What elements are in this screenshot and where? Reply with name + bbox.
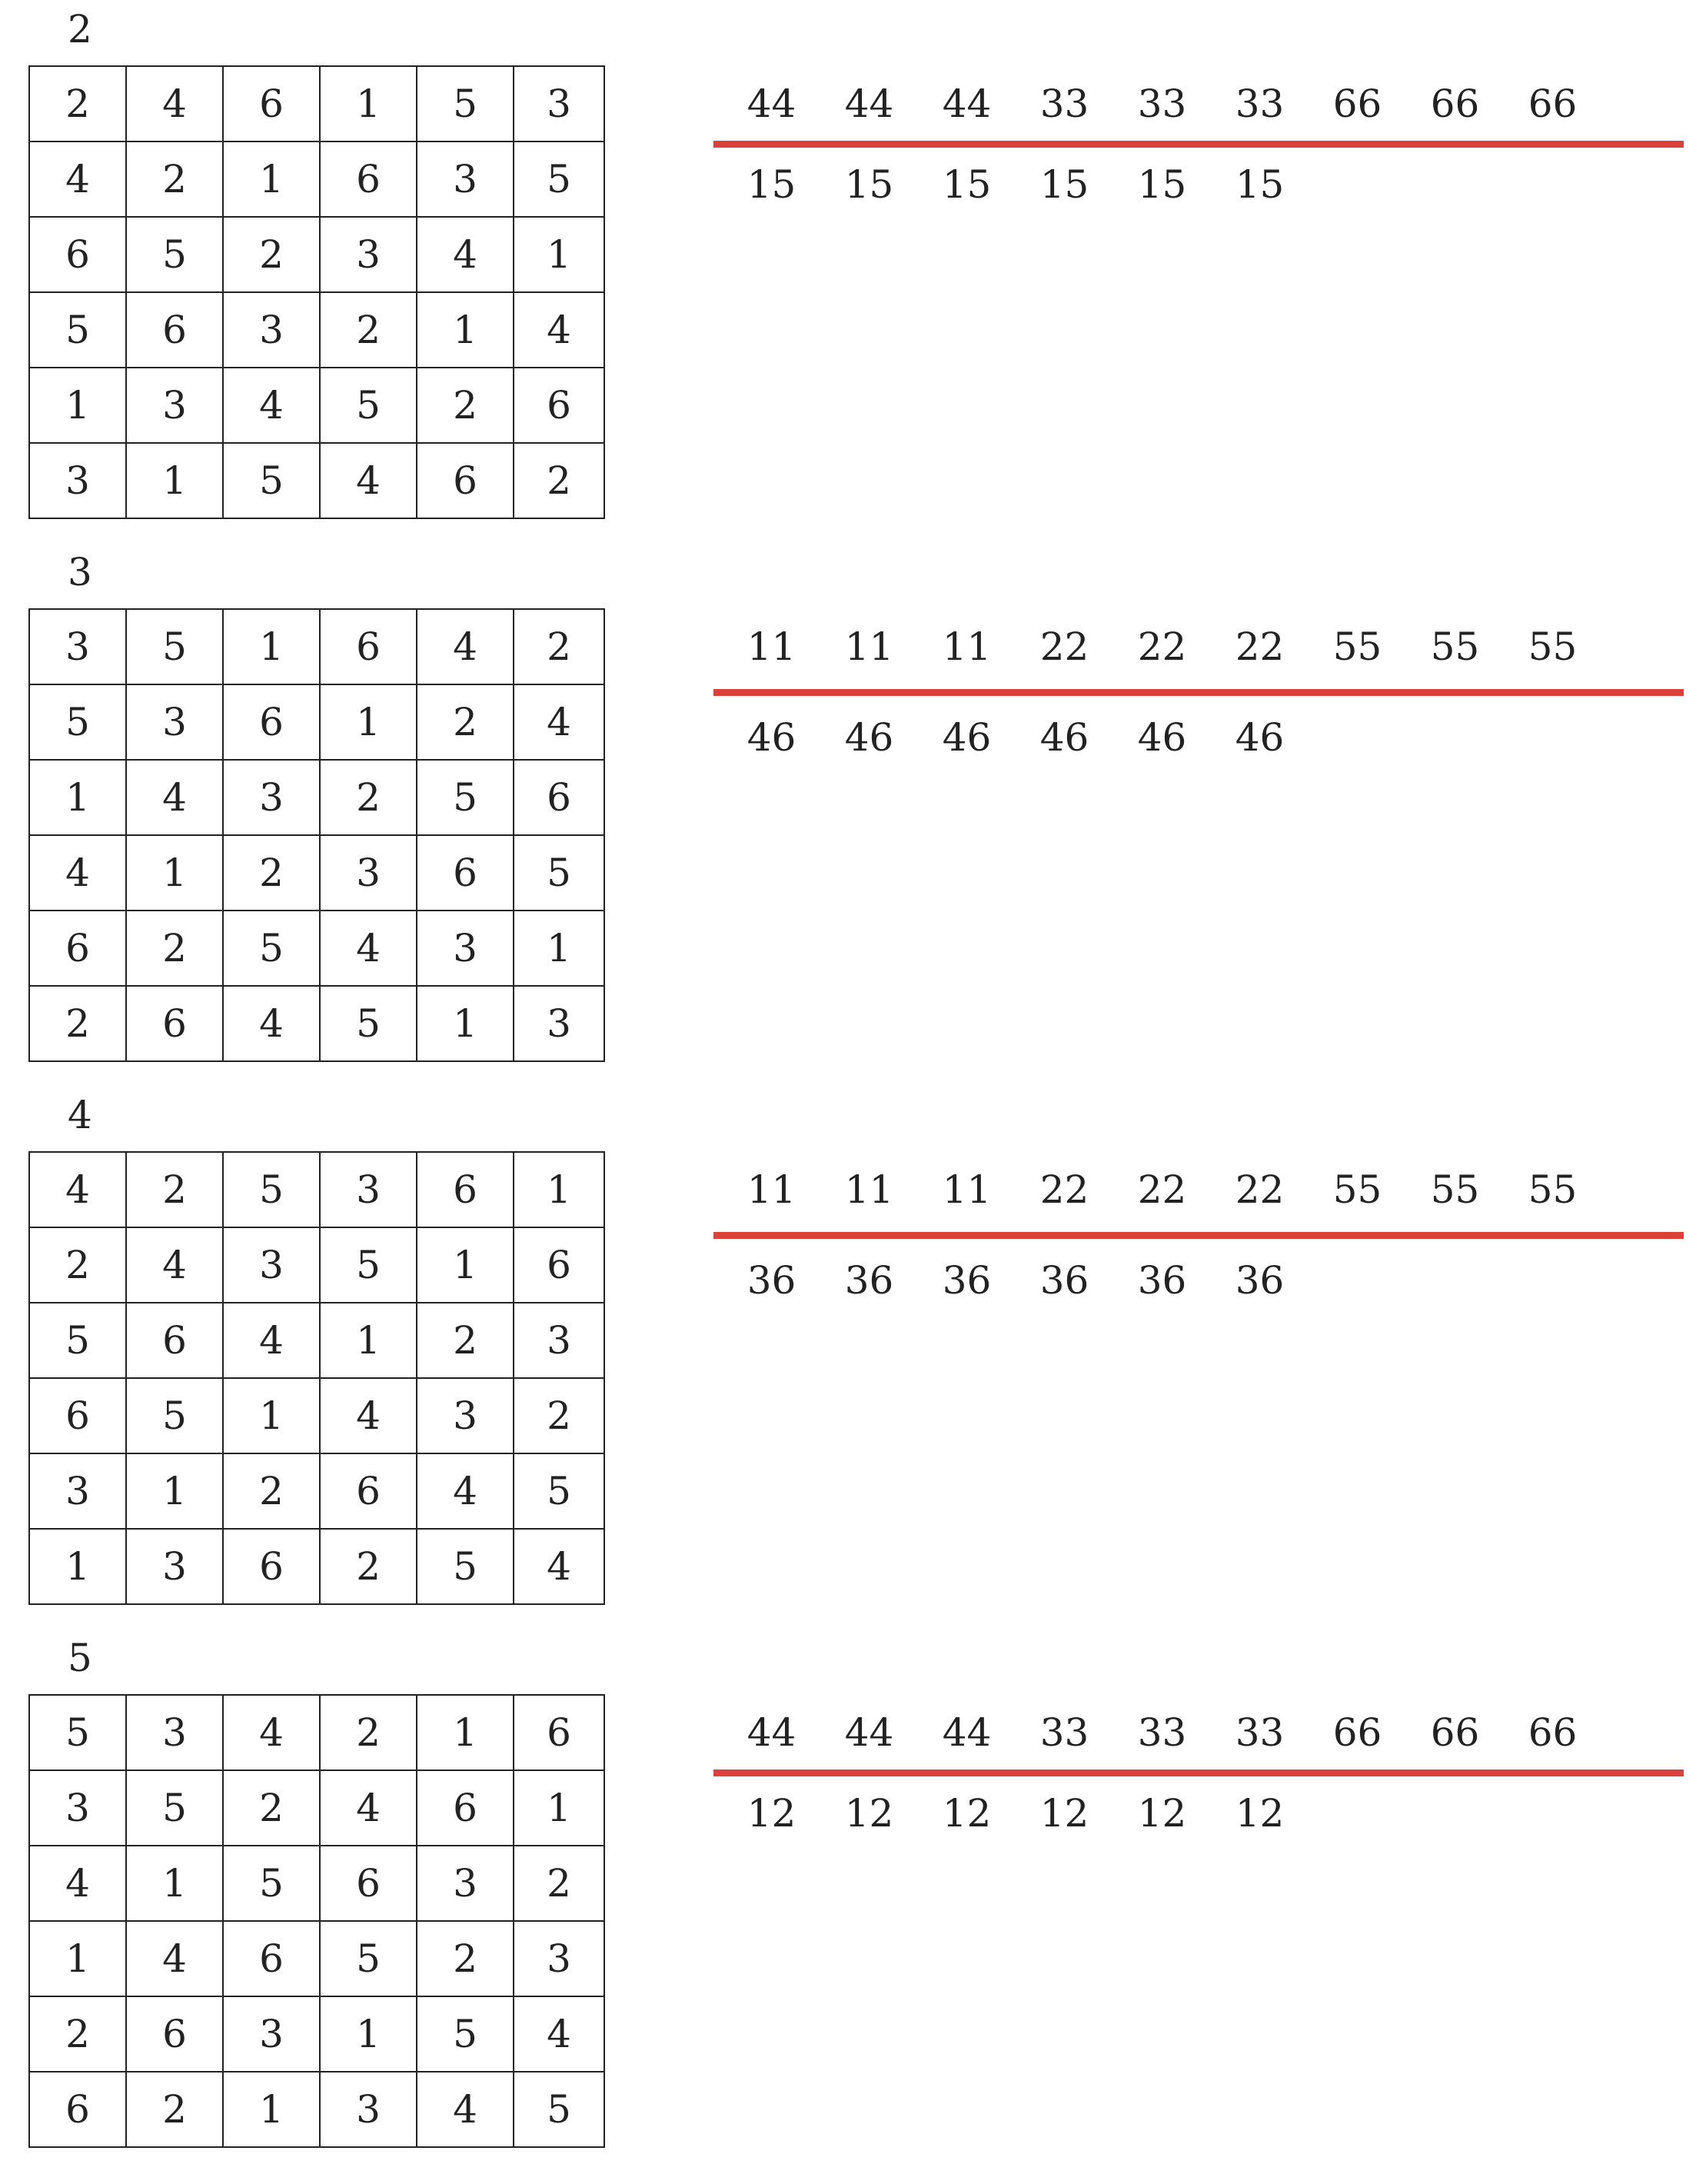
grid-cell: 1 [417, 1695, 514, 1770]
grid-cell: 5 [29, 1303, 126, 1378]
top-number: 22 [1235, 1167, 1285, 1212]
number-grid [28, 1694, 605, 2148]
grid-cell: 3 [223, 760, 320, 835]
grid-cell: 2 [417, 684, 514, 760]
grid-cell: 5 [320, 368, 417, 443]
grid-cell: 5 [29, 684, 126, 760]
grid-cell: 4 [223, 1695, 320, 1770]
grid-cell: 2 [514, 1378, 604, 1453]
grid-cell: 5 [320, 1227, 417, 1303]
top-number: 11 [844, 1167, 894, 1212]
top-number: 44 [942, 82, 992, 126]
top-number: 44 [747, 82, 796, 126]
grid-cell: 5 [417, 1996, 514, 2072]
grid-cell: 5 [29, 292, 126, 368]
block-label: 3 [68, 550, 92, 594]
grid-cell: 1 [320, 1996, 417, 2072]
grid-cell: 6 [126, 1996, 223, 2072]
bottom-number: 15 [1235, 162, 1285, 207]
grid-cell: 1 [417, 986, 514, 1061]
grid-row [29, 1529, 604, 1604]
grid-cell: 4 [320, 1770, 417, 1846]
grid-cell: 6 [514, 368, 604, 443]
puzzle-block [0, 0, 1706, 543]
top-number: 66 [1430, 1710, 1480, 1755]
top-number: 22 [1137, 1167, 1187, 1212]
grid-cell: 1 [514, 1152, 604, 1227]
grid-cell: 1 [320, 66, 417, 141]
grid-cell: 6 [29, 911, 126, 986]
grid-row [29, 1378, 604, 1453]
grid-cell: 4 [29, 141, 126, 217]
bottom-number: 12 [942, 1791, 992, 1836]
grid-row [29, 1846, 604, 1921]
grid-cell: 5 [417, 760, 514, 835]
grid-row [29, 684, 604, 760]
top-number: 11 [844, 624, 894, 669]
grid-cell: 6 [514, 1227, 604, 1303]
grid-cell: 6 [417, 1770, 514, 1846]
top-number-row [723, 77, 1601, 131]
grid-cell: 5 [223, 1846, 320, 1921]
grid-cell: 2 [223, 835, 320, 911]
grid-cell: 3 [126, 684, 223, 760]
bottom-number: 15 [1039, 162, 1089, 207]
grid-cell: 6 [223, 684, 320, 760]
puzzle-block [0, 543, 1706, 1086]
bottom-number: 46 [844, 715, 894, 760]
grid-cell: 4 [29, 835, 126, 911]
top-number: 55 [1332, 624, 1382, 669]
bottom-number: 15 [1137, 162, 1187, 207]
bottom-number: 12 [844, 1791, 894, 1836]
top-number: 66 [1528, 82, 1578, 126]
top-number: 66 [1528, 1710, 1578, 1755]
grid-row [29, 1152, 604, 1227]
grid-row [29, 1227, 604, 1303]
grid-row [29, 217, 604, 292]
grid-cell: 3 [223, 1996, 320, 2072]
grid-cell: 2 [320, 1695, 417, 1770]
grid-cell: 4 [320, 1378, 417, 1453]
grid-cell: 2 [417, 1303, 514, 1378]
grid-cell: 3 [126, 1695, 223, 1770]
grid-cell: 3 [126, 1529, 223, 1604]
grid-row [29, 443, 604, 518]
grid-cell: 2 [514, 443, 604, 518]
top-number: 22 [1039, 624, 1089, 669]
grid-cell: 6 [126, 1303, 223, 1378]
grid-cell: 6 [126, 986, 223, 1061]
grid-cell: 6 [29, 217, 126, 292]
grid-row [29, 760, 604, 835]
grid-cell: 4 [29, 1152, 126, 1227]
grid-cell: 4 [126, 1227, 223, 1303]
grid-cell: 2 [126, 1152, 223, 1227]
grid-row [29, 292, 604, 368]
grid-cell: 4 [126, 1921, 223, 1996]
block-label: 2 [68, 7, 92, 52]
grid-cell: 4 [223, 986, 320, 1061]
top-number: 44 [844, 82, 894, 126]
number-grid [28, 1151, 605, 1605]
grid-cell: 5 [223, 1152, 320, 1227]
grid-row [29, 1996, 604, 2072]
grid-cell: 3 [29, 443, 126, 518]
grid-row [29, 1303, 604, 1378]
grid-cell: 5 [126, 1770, 223, 1846]
grid-cell: 3 [223, 292, 320, 368]
grid-cell: 5 [126, 609, 223, 684]
grid-cell: 5 [514, 2072, 604, 2147]
bottom-number: 12 [1039, 1791, 1089, 1836]
grid-cell: 1 [29, 368, 126, 443]
bottom-number: 15 [844, 162, 894, 207]
grid-cell: 1 [514, 217, 604, 292]
grid-row [29, 368, 604, 443]
bottom-number: 15 [942, 162, 992, 207]
grid-cell: 4 [223, 1303, 320, 1378]
top-number: 55 [1332, 1167, 1382, 1212]
bottom-number: 36 [1137, 1258, 1187, 1303]
grid-cell: 2 [417, 368, 514, 443]
red-divider-line [713, 141, 1684, 148]
grid-cell: 6 [223, 1529, 320, 1604]
grid-row [29, 1695, 604, 1770]
grid-cell: 3 [417, 141, 514, 217]
bottom-number: 12 [1235, 1791, 1285, 1836]
red-divider-line [713, 689, 1684, 696]
grid-row [29, 141, 604, 217]
grid-cell: 3 [514, 986, 604, 1061]
block-label: 4 [68, 1093, 92, 1137]
top-number: 55 [1528, 1167, 1578, 1212]
grid-cell: 2 [417, 1921, 514, 1996]
bottom-number: 46 [747, 715, 796, 760]
grid-cell: 3 [417, 911, 514, 986]
grid-cell: 3 [417, 1378, 514, 1453]
grid-cell: 2 [223, 1770, 320, 1846]
grid-cell: 4 [514, 1529, 604, 1604]
grid-cell: 4 [126, 66, 223, 141]
top-number: 33 [1235, 1710, 1285, 1755]
grid-cell: 2 [126, 911, 223, 986]
grid-cell: 3 [320, 835, 417, 911]
grid-cell: 6 [126, 292, 223, 368]
bottom-number: 46 [1137, 715, 1187, 760]
grid-cell: 5 [514, 835, 604, 911]
grid-cell: 5 [417, 1529, 514, 1604]
top-number: 22 [1039, 1167, 1089, 1212]
grid-cell: 6 [223, 1921, 320, 1996]
bottom-number: 12 [1137, 1791, 1187, 1836]
grid-cell: 4 [417, 609, 514, 684]
grid-cell: 1 [417, 292, 514, 368]
grid-cell: 6 [320, 1453, 417, 1529]
grid-cell: 3 [514, 1921, 604, 1996]
grid-cell: 6 [223, 66, 320, 141]
grid-cell: 6 [514, 1695, 604, 1770]
bottom-number-row [723, 158, 1309, 211]
grid-row [29, 911, 604, 986]
grid-cell: 3 [320, 217, 417, 292]
top-number: 44 [942, 1710, 992, 1755]
number-grid [28, 608, 605, 1062]
grid-row [29, 1770, 604, 1846]
bottom-number: 46 [942, 715, 992, 760]
top-number: 66 [1430, 82, 1480, 126]
grid-cell: 2 [29, 66, 126, 141]
grid-cell: 4 [514, 684, 604, 760]
top-number: 11 [942, 624, 992, 669]
grid-cell: 3 [29, 1770, 126, 1846]
top-number: 66 [1332, 82, 1382, 126]
bottom-number: 36 [844, 1258, 894, 1303]
grid-cell: 1 [320, 1303, 417, 1378]
grid-cell: 1 [514, 911, 604, 986]
grid-cell: 1 [126, 1453, 223, 1529]
grid-cell: 4 [29, 1846, 126, 1921]
grid-cell: 4 [126, 760, 223, 835]
grid-cell: 3 [29, 609, 126, 684]
grid-cell: 2 [29, 1996, 126, 2072]
grid-cell: 3 [320, 1152, 417, 1227]
block-label: 5 [68, 1636, 92, 1680]
grid-cell: 1 [126, 835, 223, 911]
grid-row [29, 835, 604, 911]
grid-cell: 1 [223, 2072, 320, 2147]
grid-cell: 1 [223, 141, 320, 217]
top-number: 33 [1039, 82, 1089, 126]
grid-cell: 3 [417, 1846, 514, 1921]
grid-cell: 5 [514, 141, 604, 217]
grid-cell: 4 [417, 1453, 514, 1529]
grid-row [29, 1453, 604, 1529]
top-number-row [723, 620, 1601, 674]
top-number: 11 [747, 1167, 796, 1212]
grid-cell: 4 [514, 1996, 604, 2072]
top-number: 55 [1430, 624, 1480, 669]
grid-row [29, 986, 604, 1061]
top-number: 44 [747, 1710, 796, 1755]
grid-cell: 1 [417, 1227, 514, 1303]
bottom-number: 36 [747, 1258, 796, 1303]
number-grid [28, 65, 605, 519]
grid-cell: 5 [320, 986, 417, 1061]
top-number: 33 [1039, 1710, 1089, 1755]
puzzle-block [0, 1629, 1706, 2172]
bottom-number: 46 [1235, 715, 1285, 760]
grid-cell: 5 [320, 1921, 417, 1996]
top-number: 55 [1430, 1167, 1480, 1212]
grid-cell: 2 [126, 141, 223, 217]
grid-cell: 4 [320, 911, 417, 986]
grid-cell: 6 [514, 760, 604, 835]
grid-cell: 2 [126, 2072, 223, 2147]
top-number: 33 [1137, 82, 1187, 126]
grid-cell: 5 [126, 1378, 223, 1453]
grid-cell: 1 [514, 1770, 604, 1846]
grid-cell: 3 [29, 1453, 126, 1529]
grid-cell: 2 [29, 986, 126, 1061]
top-number-row [723, 1706, 1601, 1760]
grid-cell: 1 [29, 1921, 126, 1996]
grid-cell: 6 [417, 443, 514, 518]
top-number-row [723, 1163, 1601, 1217]
grid-cell: 5 [223, 911, 320, 986]
grid-cell: 2 [223, 217, 320, 292]
bottom-number: 15 [747, 162, 796, 207]
grid-cell: 3 [320, 2072, 417, 2147]
grid-row [29, 1921, 604, 1996]
bottom-number-row [723, 711, 1309, 764]
grid-cell: 1 [29, 1529, 126, 1604]
grid-cell: 3 [514, 66, 604, 141]
grid-cell: 2 [320, 1529, 417, 1604]
grid-cell: 6 [417, 835, 514, 911]
grid-row [29, 2072, 604, 2147]
grid-cell: 4 [417, 2072, 514, 2147]
top-number: 33 [1235, 82, 1285, 126]
grid-cell: 6 [417, 1152, 514, 1227]
bottom-number-row [723, 1253, 1309, 1307]
grid-cell: 1 [223, 1378, 320, 1453]
grid-cell: 3 [126, 368, 223, 443]
grid-cell: 1 [320, 684, 417, 760]
grid-cell: 5 [29, 1695, 126, 1770]
grid-cell: 2 [514, 609, 604, 684]
grid-cell: 1 [126, 443, 223, 518]
bottom-number: 12 [747, 1791, 796, 1836]
grid-cell: 6 [29, 2072, 126, 2147]
grid-cell: 2 [514, 1846, 604, 1921]
grid-cell: 6 [29, 1378, 126, 1453]
grid-cell: 5 [417, 66, 514, 141]
bottom-number: 46 [1039, 715, 1089, 760]
bottom-number: 36 [1235, 1258, 1285, 1303]
grid-cell: 2 [29, 1227, 126, 1303]
top-number: 55 [1528, 624, 1578, 669]
grid-cell: 4 [320, 443, 417, 518]
bottom-number-row [723, 1786, 1309, 1840]
grid-cell: 3 [514, 1303, 604, 1378]
grid-cell: 3 [223, 1227, 320, 1303]
grid-cell: 5 [126, 217, 223, 292]
top-number: 22 [1235, 624, 1285, 669]
grid-cell: 4 [417, 217, 514, 292]
grid-cell: 6 [320, 141, 417, 217]
grid-cell: 2 [223, 1453, 320, 1529]
grid-cell: 5 [223, 443, 320, 518]
top-number: 11 [747, 624, 796, 669]
grid-cell: 1 [29, 760, 126, 835]
top-number: 33 [1137, 1710, 1187, 1755]
bottom-number: 36 [1039, 1258, 1089, 1303]
grid-cell: 6 [320, 609, 417, 684]
grid-row [29, 609, 604, 684]
top-number: 44 [844, 1710, 894, 1755]
grid-cell: 5 [514, 1453, 604, 1529]
puzzle-block [0, 1086, 1706, 1629]
grid-cell: 1 [223, 609, 320, 684]
grid-cell: 2 [320, 760, 417, 835]
top-number: 11 [942, 1167, 992, 1212]
grid-cell: 4 [223, 368, 320, 443]
red-divider-line [713, 1232, 1684, 1239]
grid-cell: 1 [126, 1846, 223, 1921]
grid-cell: 4 [514, 292, 604, 368]
grid-row [29, 66, 604, 141]
grid-cell: 2 [320, 292, 417, 368]
top-number: 22 [1137, 624, 1187, 669]
bottom-number: 36 [942, 1258, 992, 1303]
grid-cell: 6 [320, 1846, 417, 1921]
red-divider-line [713, 1770, 1684, 1776]
top-number: 66 [1332, 1710, 1382, 1755]
